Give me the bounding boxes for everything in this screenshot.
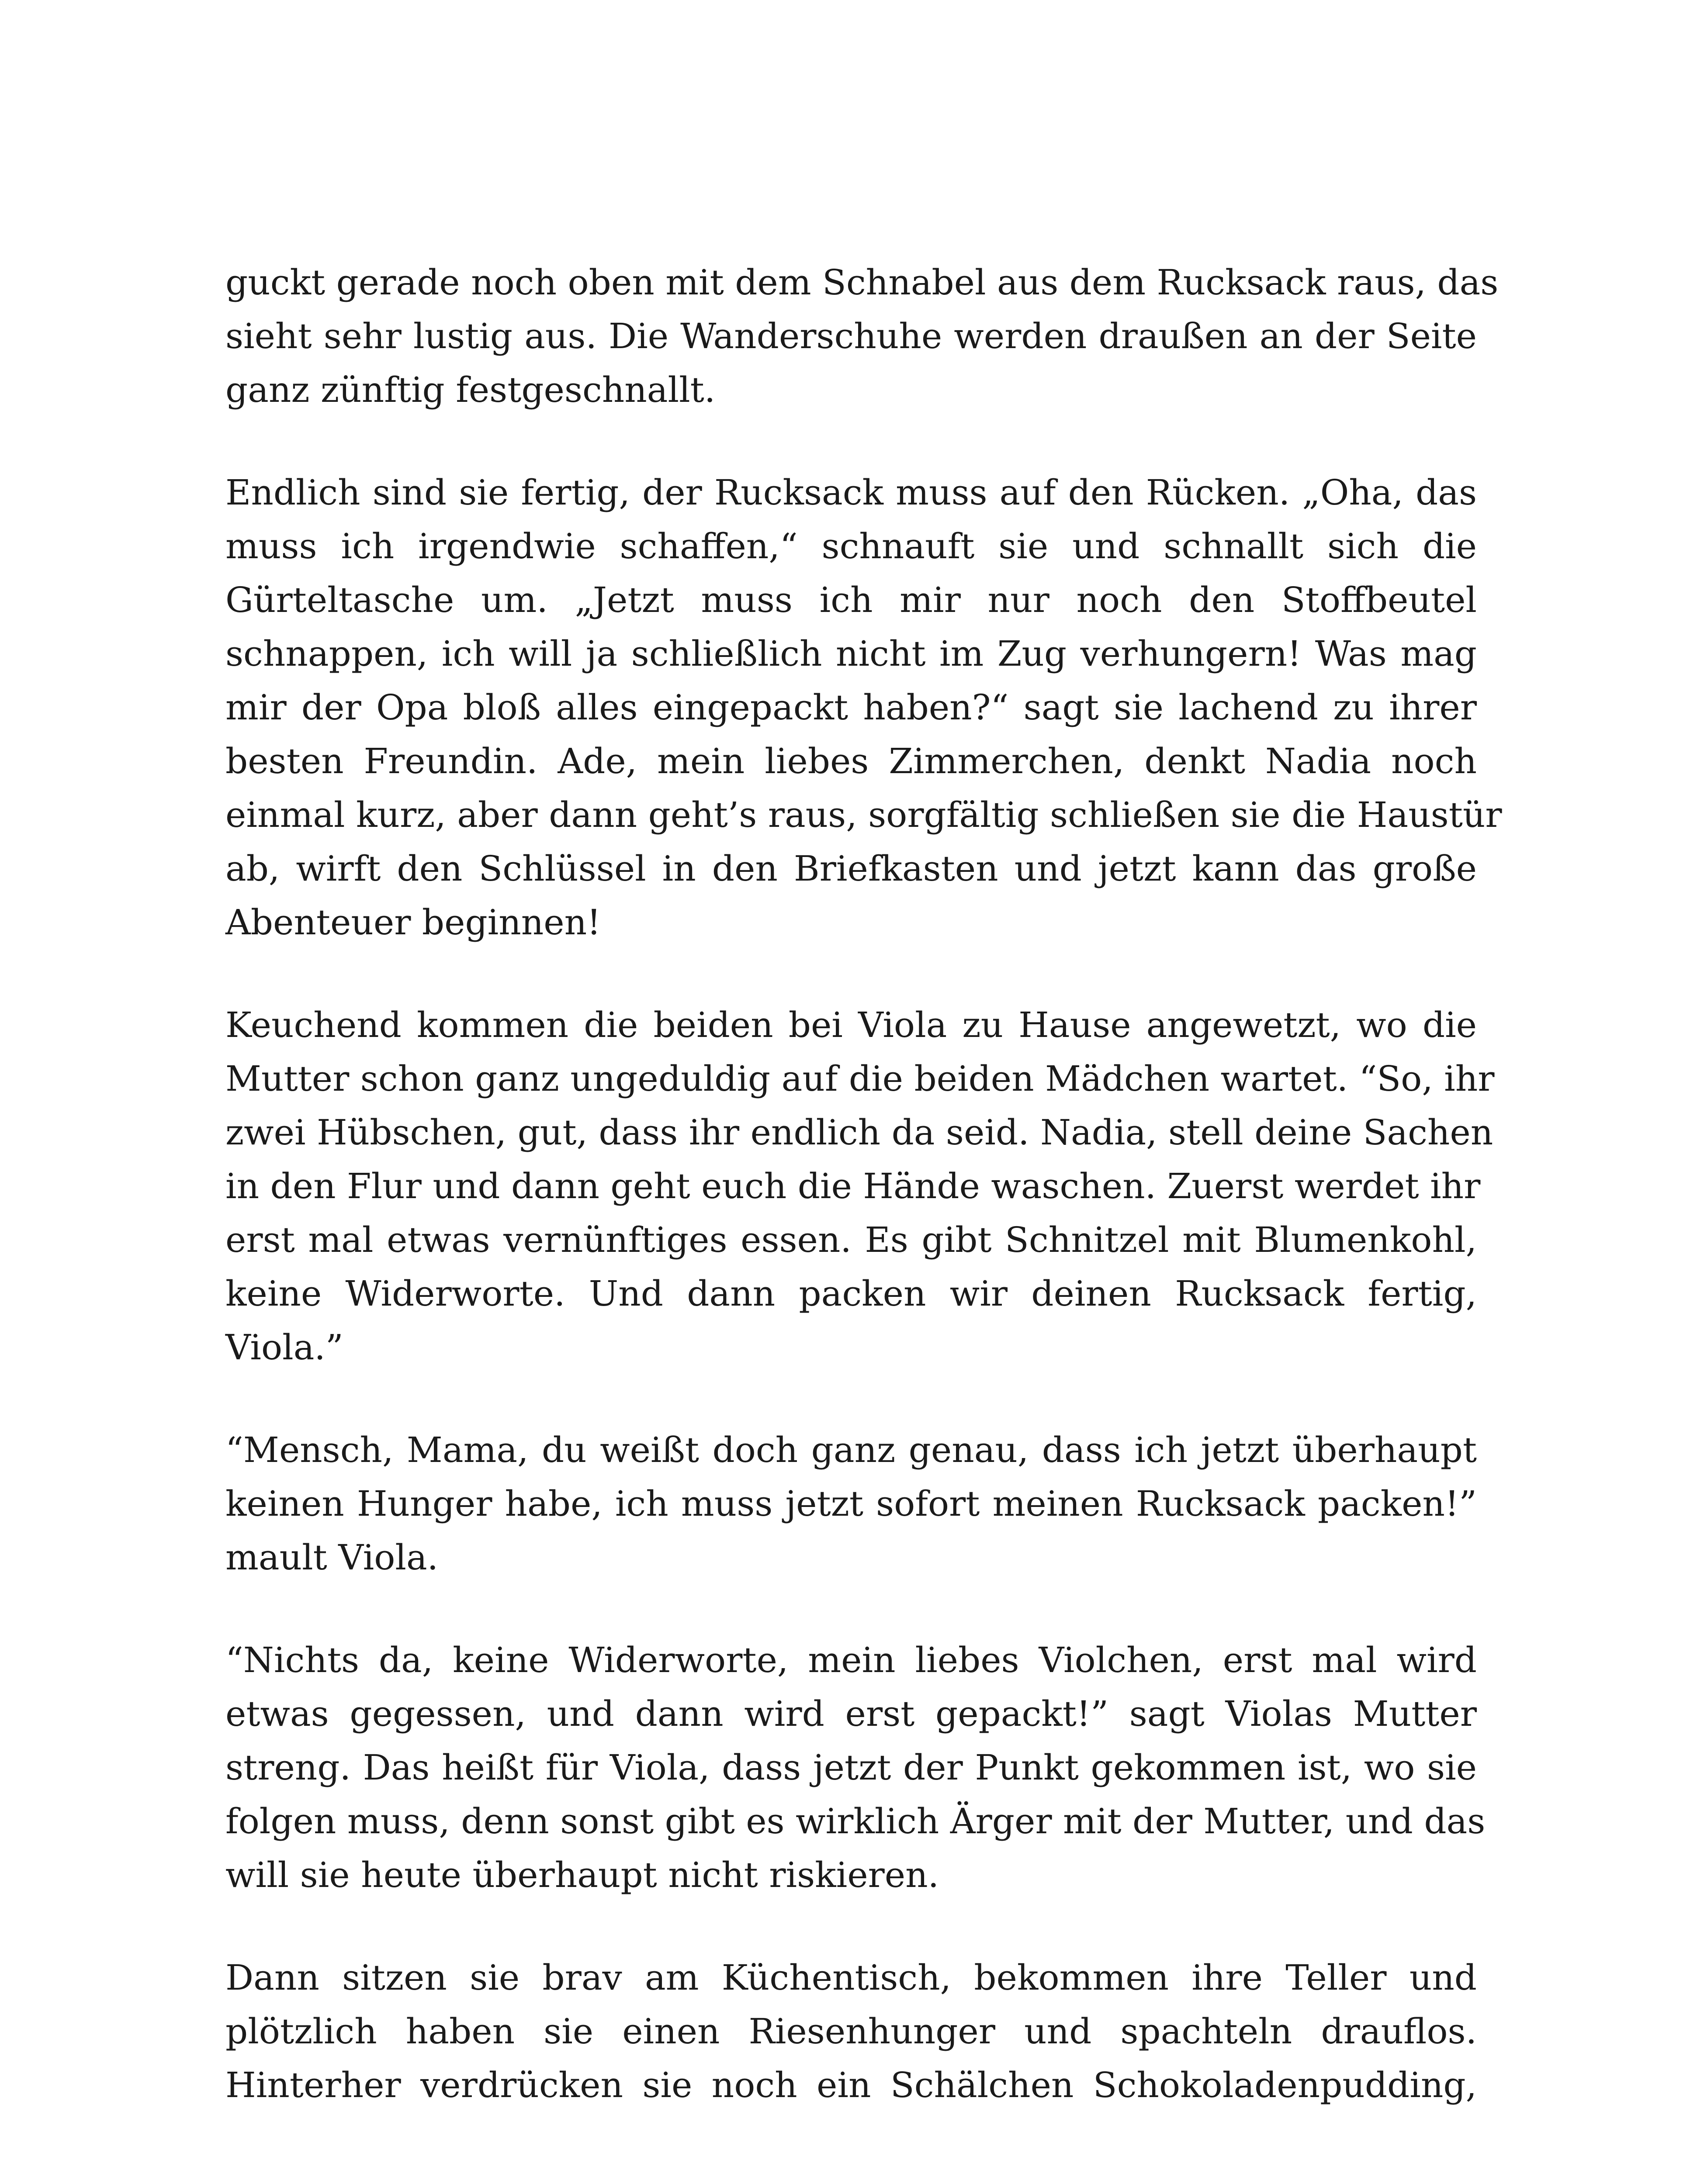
text-line: Keuchend kommen die beiden bei Viola zu Hause angewetzt, wo die xyxy=(225,1005,1477,1045)
text-line: “Nichts da, keine Widerworte, mein liebes Violchen, erst mal wird xyxy=(225,1640,1477,1680)
text-line: sieht sehr lustig aus. Die Wanderschuhe werden draußen an der Seite xyxy=(225,316,1477,356)
text-line: einmal kurz, aber dann geht’s raus, sorgfältig schließen sie die Haustür xyxy=(225,795,1502,835)
paragraph xyxy=(225,1951,1477,2112)
text-line: Gürteltasche um. „Jetzt muss ich mir nur noch den Stoffbeutel xyxy=(225,580,1477,620)
text-line: Mutter schon ganz ungeduldig auf die beiden Mädchen wartet. “So, ihr xyxy=(225,1058,1495,1099)
text-line: keinen Hunger habe, ich muss jetzt sofort meinen Rucksack packen!” xyxy=(225,1483,1477,1524)
text-line: plötzlich haben sie einen Riesenhunger und spachteln drauflos. xyxy=(225,2011,1477,2052)
text-line: Viola.” xyxy=(225,1327,343,1368)
text-line: mir der Opa bloß alles eingepackt haben?“ sagt sie lachend zu ihrer xyxy=(225,687,1477,728)
text-line: ganz zünftig festgeschnallt. xyxy=(225,370,716,410)
text-line: etwas gegessen, und dann wird erst gepackt!” sagt Violas Mutter xyxy=(225,1693,1477,1734)
body-text xyxy=(225,256,1502,2161)
paragraph xyxy=(225,1633,1486,1902)
text-line: in den Flur und dann geht euch die Hände waschen. Zuerst werdet ihr xyxy=(225,1166,1481,1206)
text-line: Endlich sind sie fertig, der Rucksack muss auf den Rücken. „Oha, das xyxy=(225,472,1477,513)
paragraph xyxy=(225,998,1495,1374)
text-line: keine Widerworte. Und dann packen wir deinen Rucksack fertig, xyxy=(225,1273,1477,1314)
text-line: “Mensch, Mama, du weißt doch ganz genau, dass ich jetzt überhaupt xyxy=(225,1430,1477,1470)
text-line: guckt gerade noch oben mit dem Schnabel aus dem Rucksack raus, das xyxy=(225,262,1499,303)
text-line: schnappen, ich will ja schließlich nicht im Zug verhungern! Was mag xyxy=(225,633,1477,674)
text-line: folgen muss, denn sonst gibt es wirklich Ärger mit der Mutter, und das xyxy=(225,1801,1486,1842)
text-line: will sie heute überhaupt nicht riskieren. xyxy=(225,1855,939,1895)
paragraph xyxy=(225,1423,1477,1584)
text-line: zwei Hübschen, gut, dass ihr endlich da seid. Nadia, stell deine Sachen xyxy=(225,1112,1493,1153)
text-line: Dann sitzen sie brav am Küchentisch, bekommen ihre Teller und xyxy=(225,1957,1477,1998)
text-line: Abenteuer beginnen! xyxy=(225,902,601,943)
text-line: mault Viola. xyxy=(225,1537,439,1578)
text-line: ab, wirft den Schlüssel in den Briefkasten und jetzt kann das große xyxy=(225,848,1477,889)
paragraph xyxy=(225,466,1502,949)
text-line: streng. Das heißt für Viola, dass jetzt der Punkt gekommen ist, wo sie xyxy=(225,1747,1477,1788)
text-line: Hinterher verdrücken sie noch ein Schälchen Schokoladenpudding, xyxy=(225,2065,1477,2105)
text-line: muss ich irgendwie schaffen,“ schnauft sie und schnallt sich die xyxy=(225,526,1477,567)
text-line: erst mal etwas vernünftiges essen. Es gibt Schnitzel mit Blumenkohl, xyxy=(225,1220,1477,1260)
paragraph xyxy=(225,256,1499,417)
text-line: besten Freundin. Ade, mein liebes Zimmerchen, denkt Nadia noch xyxy=(225,741,1477,781)
